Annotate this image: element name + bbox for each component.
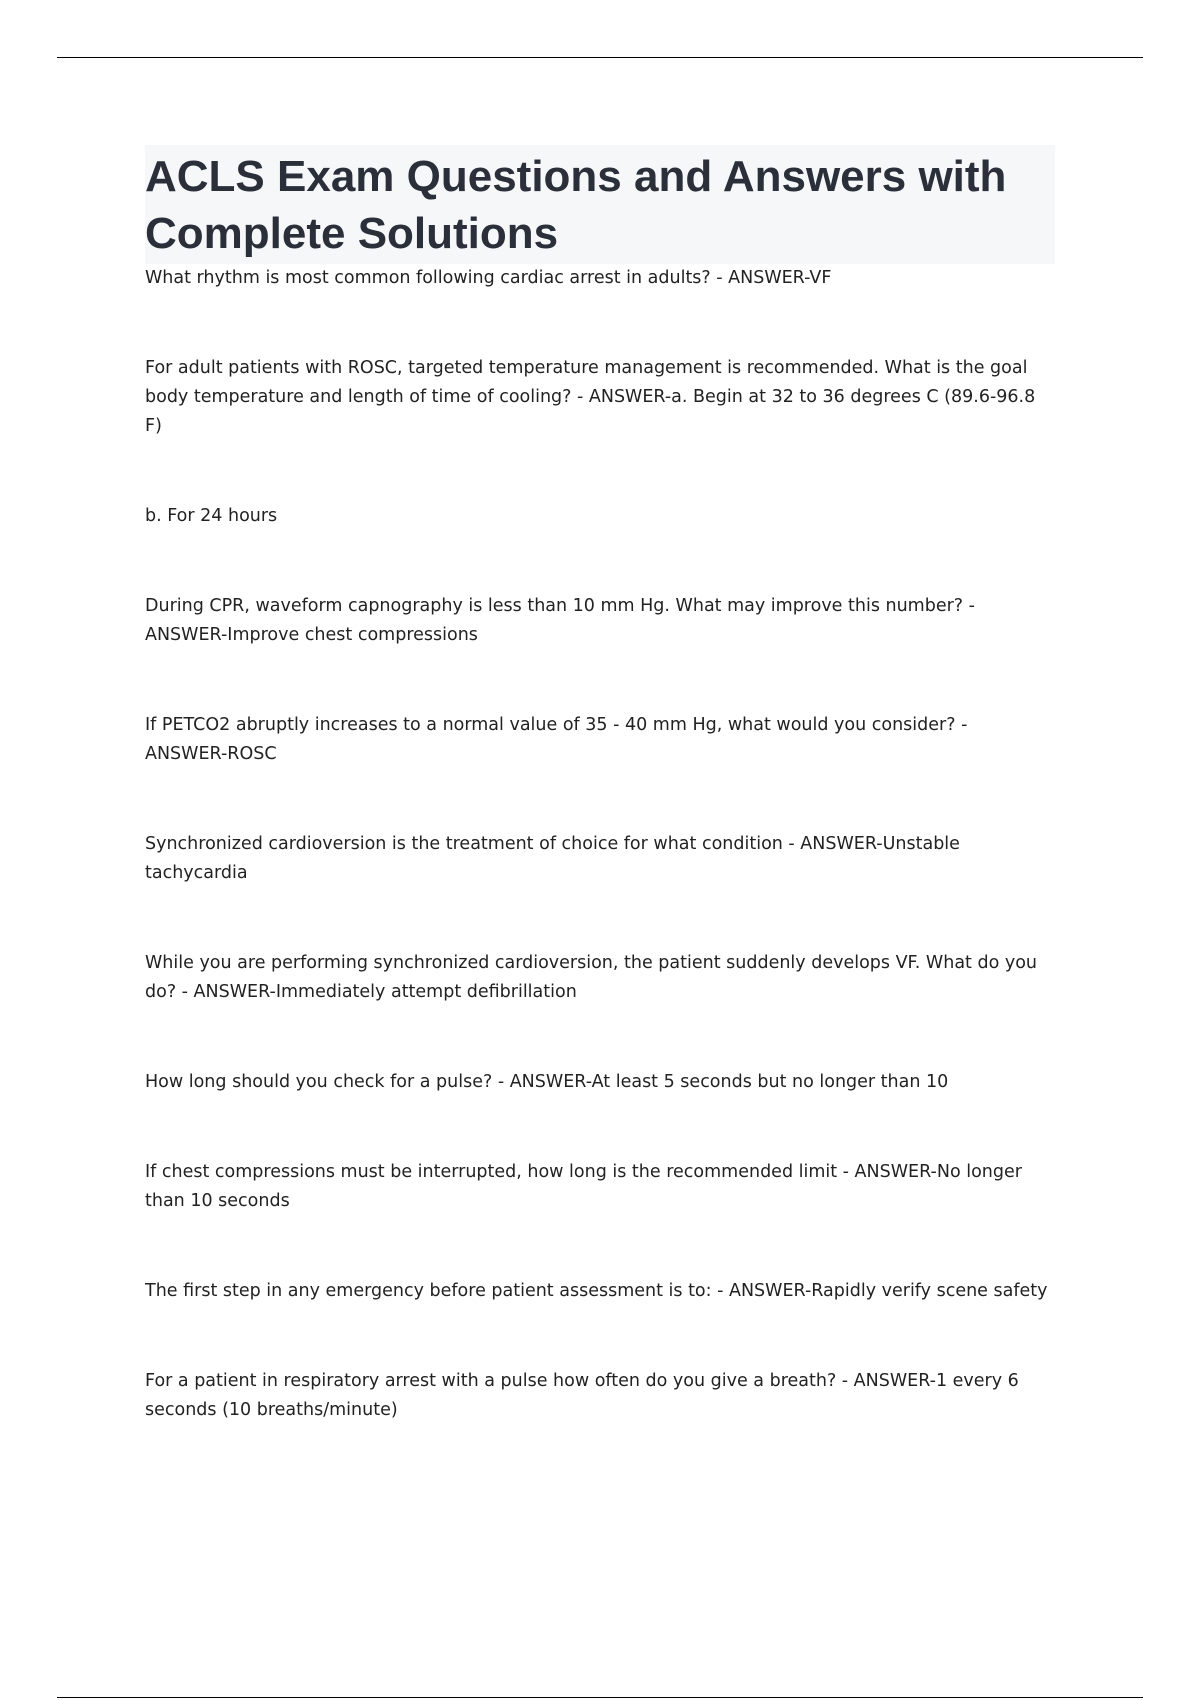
document-title: ACLS Exam Questions and Answers with Complete Solutions [145, 152, 1007, 258]
qa-item: How long should you check for a pulse? - ANSWER-At least 5 seconds but no longer than 10 [145, 1072, 949, 1092]
qa-list [145, 264, 1055, 1425]
qa-item: While you are performing synchronized cardioversion, the patient suddenly develops VF. What do you do? - ANSWER-Immediately attempt defibrillation [145, 953, 1037, 1002]
qa-item: For a patient in respiratory arrest with a pulse how often do you give a breath? - ANSWER-1 every 6 seconds (10 breaths/minute) [145, 1371, 1019, 1420]
title-block [145, 145, 1055, 264]
qa-item: For adult patients with ROSC, targeted temperature management is recommended. What is the goal body temperature and length of time of cooling? - ANSWER-a. Begin at 32 to 36 degrees C (89.6-96.8 F) [145, 358, 1036, 436]
qa-item: The first step in any emergency before patient assessment is to: - ANSWER-Rapidly verify scene safety [145, 1281, 1048, 1301]
qa-item: What rhythm is most common following cardiac arrest in adults? - ANSWER-VF [145, 268, 832, 288]
qa-item: If chest compressions must be interrupted, how long is the recommended limit - ANSWER-No longer than 10 seconds [145, 1162, 1022, 1211]
qa-item: During CPR, waveform capnography is less than 10 mm Hg. What may improve this number? - ANSWER-Improve chest compressions [145, 596, 975, 645]
qa-item: If PETCO2 abruptly increases to a normal value of 35 - 40 mm Hg, what would you consider? - ANSWER-ROSC [145, 715, 968, 764]
document-body [145, 145, 1055, 1425]
bottom-divider [57, 1697, 1143, 1698]
qa-item: Synchronized cardioversion is the treatment of choice for what condition - ANSWER-Unstable tachycardia [145, 834, 960, 883]
qa-item: b. For 24 hours [145, 506, 278, 526]
top-divider [57, 57, 1143, 58]
